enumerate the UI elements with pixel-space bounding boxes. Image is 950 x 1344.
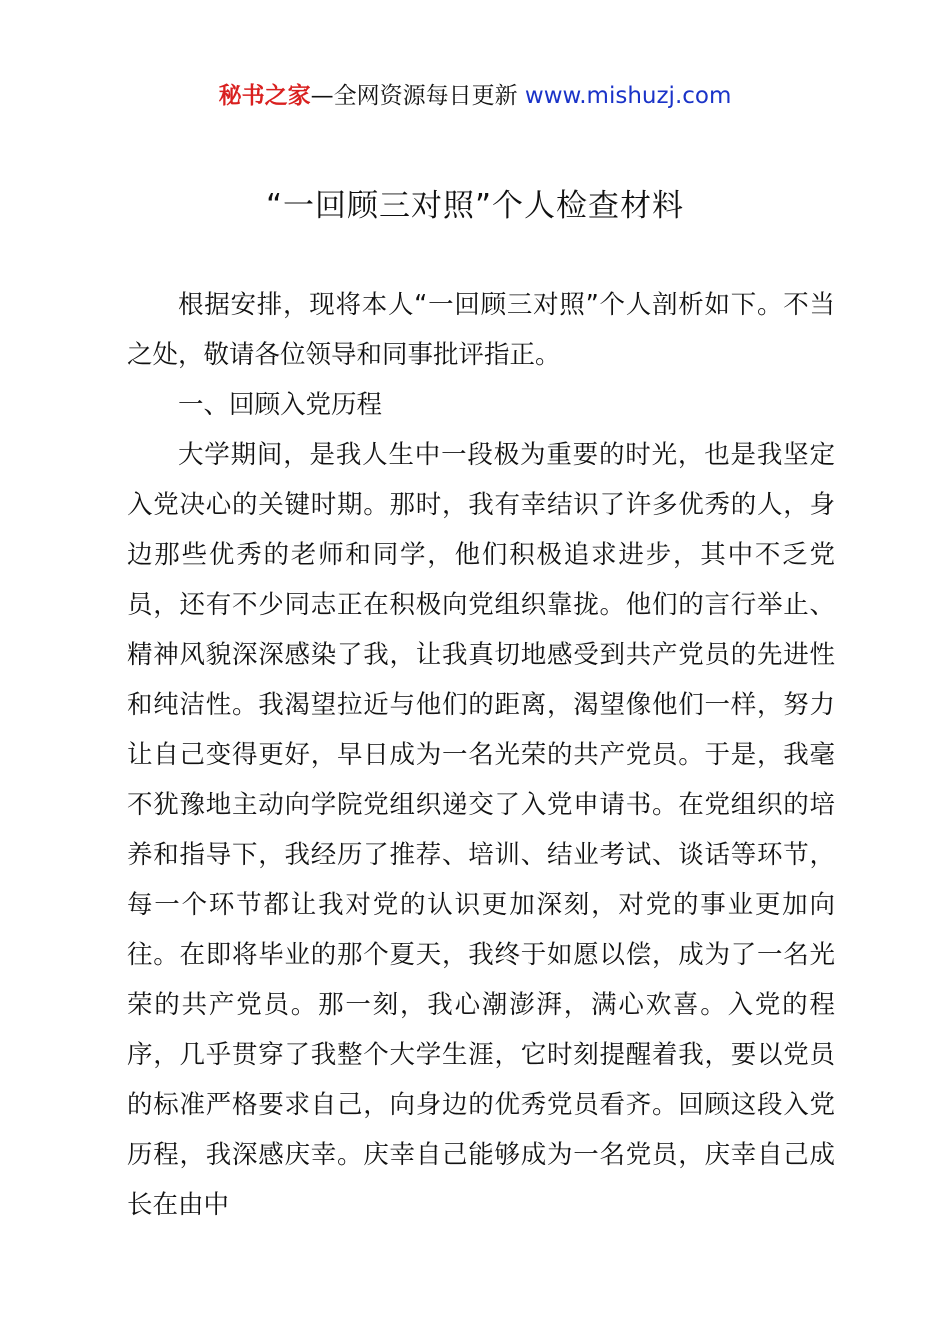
document-title: “一回顾三对照”个人检查材料 [265,188,685,224]
document-body [127,280,835,1230]
intro-paragraph: 根据安排，现将本人“一回顾三对照”个人剖析如下。不当之处，敬请各位领导和同事批评指正。 [127,290,835,370]
site-slogan: —全网资源每日更新 [310,83,525,109]
site-url-link[interactable]: www.mishuzj.com [524,83,732,109]
body-paragraph: 大学期间，是我人生中一段极为重要的时光，也是我坚定入党决心的关键时期。那时，我有幸结识了许多优秀的人，身边那些优秀的老师和同学，他们积极追求进步，其中不乏党员，还有不少同志正在积极向党组织靠拢。他们的言行举止、精神风貌深深感染了我，让我真切地感受到共产党员的先进性和纯洁性。我渴望拉近与他们的距离，渴望像他们一样，努力让自己变得更好，早日成为一名光荣的共产党员。于是，我毫不犹豫地主动向学院党组织递交了入党申请书。在党组织的培养和指导下，我经历了推荐、培训、结业考试、谈话等环节，每一个环节都让我对党的认识更加深刻，对党的事业更加向往。在即将毕业的那个夏天，我终于如愿以偿，成为了一名光荣的共产党员。那一刻，我心潮澎湃，满心欢喜。入党的程序，几乎贯穿了我整个大学生涯，它时刻提醒着我，要以党员的标准严格要求自己，向身边的优秀党员看齐。回顾这段入党历程，我深感庆幸。庆幸自己能够成为一名党员，庆幸自己成长在由中 [127,440,835,1220]
site-brand: 秘书之家 [218,83,311,109]
site-header [0,78,950,114]
section-heading: 一、回顾入党历程 [178,390,383,420]
